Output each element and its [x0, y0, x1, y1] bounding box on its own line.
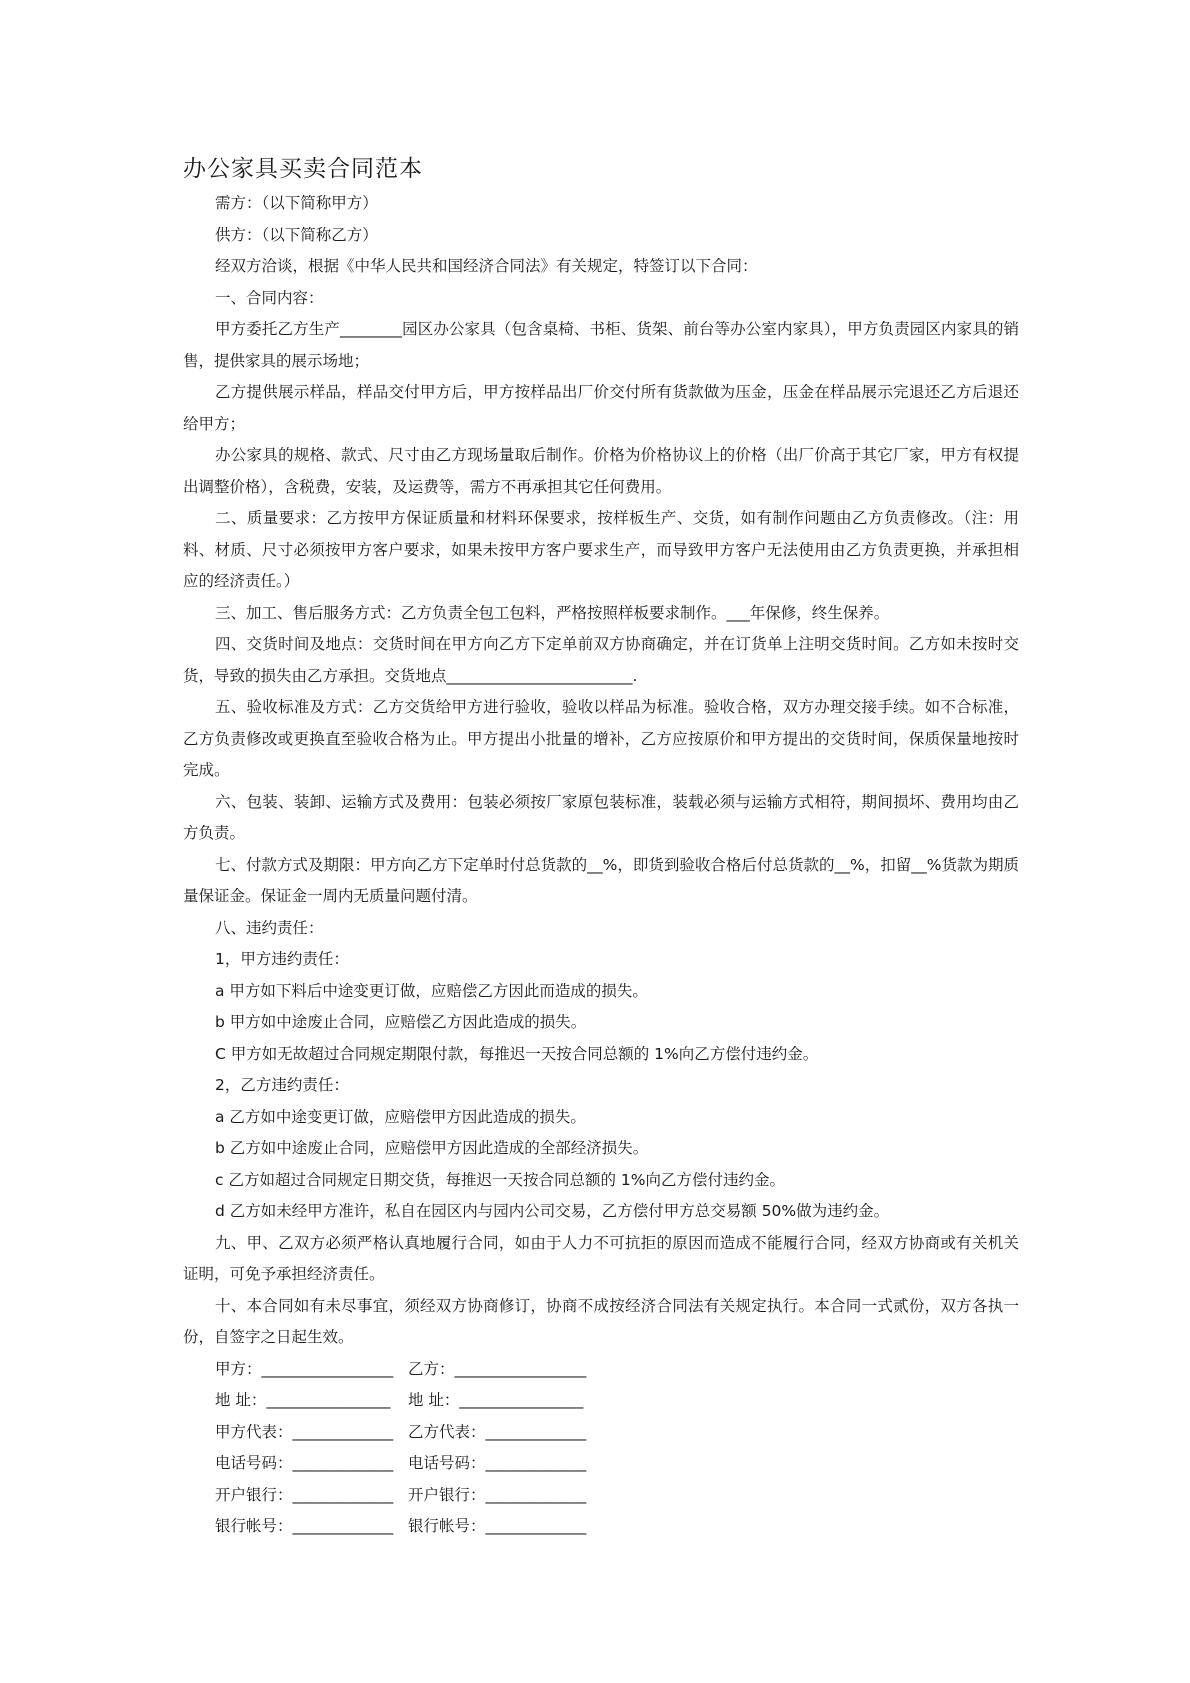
party-b-liability-c: c 乙方如超过合同规定日期交货，每推迟一天按合同总额的 1%向乙方偿付违约金。 — [215, 1170, 785, 1189]
party-a-address-field: 地 址：________________ — [215, 1391, 391, 1409]
party-b-liability-heading: 2，乙方违约责任： — [215, 1076, 349, 1094]
party-a-account-field: 银行帐号：_____________ — [215, 1517, 394, 1535]
signature-row — [183, 1354, 1019, 1386]
party-b-address-field: 地 址：________________ — [408, 1391, 584, 1409]
party-a-bank-field: 开户银行：_____________ — [215, 1485, 394, 1504]
section-1-para-2: 乙方提供展示样品，样品交付甲方后，甲方按样品出厂价交付所有货款做为压金，压金在样品展示完退还乙方后退还给甲方； — [183, 383, 1019, 433]
party-a-liability-c: C 甲方如无故超过合同规定期限付款，每推迟一天按合同总额的 1%向乙方偿付违约金。 — [215, 1044, 819, 1063]
party-a-signature-field: 甲方：_________________ — [215, 1359, 394, 1378]
buyer-line: 需方：（以下简称甲方） — [215, 194, 378, 212]
party-b-representative-field: 乙方代表：_____________ — [408, 1422, 587, 1441]
party-a-liability-a: a 甲方如下料后中途变更订做，应赔偿乙方因此而造成的损失。 — [215, 981, 648, 1000]
party-a-representative-field: 甲方代表：_____________ — [215, 1422, 394, 1441]
party-a-liability-b: b 甲方如中途废止合同，应赔偿乙方因此造成的损失。 — [215, 1013, 587, 1031]
party-b-liability-a: a 乙方如中途变更订做，应赔偿甲方因此造成的损失。 — [215, 1107, 586, 1126]
section-2-quality: 二、质量要求：乙方按甲方保证质量和材料环保要求，按样板生产、交货，如有制作问题由乙方负责修改。（注：用料、材质、尺寸必须按甲方客户要求，如果未按甲方客户要求生产，而导致甲方客户无法使用由乙方负责更换，并承担相应的经济责任。） — [183, 509, 1019, 590]
section-4-delivery: 四、交货时间及地点：交货时间在甲方向乙方下定单前双方协商确定，并在订货单上注明交货时间。乙方如未按时交货，导致的损失由乙方承担。交货地点________________________. — [183, 635, 1019, 685]
party-a-liability-heading: 1，甲方违约责任： — [215, 950, 349, 968]
section-5-acceptance: 五、验收标准及方式：乙方交货给甲方进行验收，验收以样品为标准。验收合格，双方办理交接手续。如不合标准，乙方负责修改或更换直至验收合格为止。甲方提出小批量的增补，乙方应按原价和甲方提出的交货时间，保质保量地按时完成。 — [183, 698, 1019, 779]
representative-row — [183, 1417, 1019, 1449]
section-1-para-1: 甲方委托乙方生产________园区办公家具（包含桌椅、书柜、货架、前台等办公室内家具），甲方负责园区内家具的销售，提供家具的展示场地； — [183, 320, 1019, 370]
contract-page — [183, 152, 1019, 1543]
section-9-force-majeure: 九、甲、乙双方必须严格认真地履行合同，如由于人力不可抗拒的原因而造成不能履行合同，经双方协商或有关机关证明，可免予承担经济责任。 — [183, 1233, 1019, 1283]
section-6-packaging: 六、包装、装卸、运输方式及费用：包装必须按厂家原包装标准，装载必须与运输方式相符，期间损坏、费用均由乙方负责。 — [183, 792, 1019, 842]
preamble: 经双方洽谈，根据《中华人民共和国经济合同法》有关规定，特签订以下合同： — [215, 257, 758, 275]
party-b-phone-field: 电话号码：_____________ — [408, 1454, 587, 1472]
address-row — [183, 1385, 1019, 1417]
account-row — [183, 1511, 1019, 1543]
section-3-service: 三、加工、售后服务方式：乙方负责全包工包料，严格按照样板要求制作。___年保修，终生保养。 — [215, 603, 890, 622]
section-10-misc: 十、本合同如有未尽事宜，须经双方协商修订，协商不成按经济合同法有关规定执行。本合同一式贰份，双方各执一份，自签字之日起生效。 — [183, 1296, 1019, 1346]
section-1-para-3: 办公家具的规格、款式、尺寸由乙方现场量取后制作。价格为价格协议上的价格（出厂价高于其它厂家，甲方有权提出调整价格），含税费，安装，及运费等，需方不再承担其它任何费用。 — [183, 446, 1019, 496]
phone-row — [183, 1448, 1019, 1480]
party-b-liability-b: b 乙方如中途废止合同，应赔偿甲方因此造成的全部经济损失。 — [215, 1139, 649, 1157]
document-title: 办公家具买卖合同范本 — [183, 156, 423, 182]
section-1-heading: 一、合同内容： — [215, 288, 324, 307]
seller-line: 供方：（以下简称乙方） — [215, 225, 378, 244]
section-7-payment: 七、付款方式及期限：甲方向乙方下定单时付总货款的__%，即货到验收合格后付总货款的__%，扣留__%货款为期质量保证金。保证金一周内无质量问题付清。 — [183, 855, 1019, 905]
party-b-bank-field: 开户银行：_____________ — [408, 1485, 587, 1504]
party-a-phone-field: 电话号码：_____________ — [215, 1454, 394, 1472]
section-8-heading: 八、违约责任： — [215, 918, 324, 937]
party-b-account-field: 银行帐号：_____________ — [408, 1517, 587, 1535]
party-b-liability-d: d 乙方如未经甲方准许，私自在园区内与园内公司交易，乙方偿付甲方总交易额 50%做为违约金。 — [215, 1202, 890, 1220]
party-b-signature-field: 乙方：_________________ — [408, 1359, 587, 1378]
bank-row — [183, 1480, 1019, 1512]
signature-block — [183, 1354, 1019, 1543]
